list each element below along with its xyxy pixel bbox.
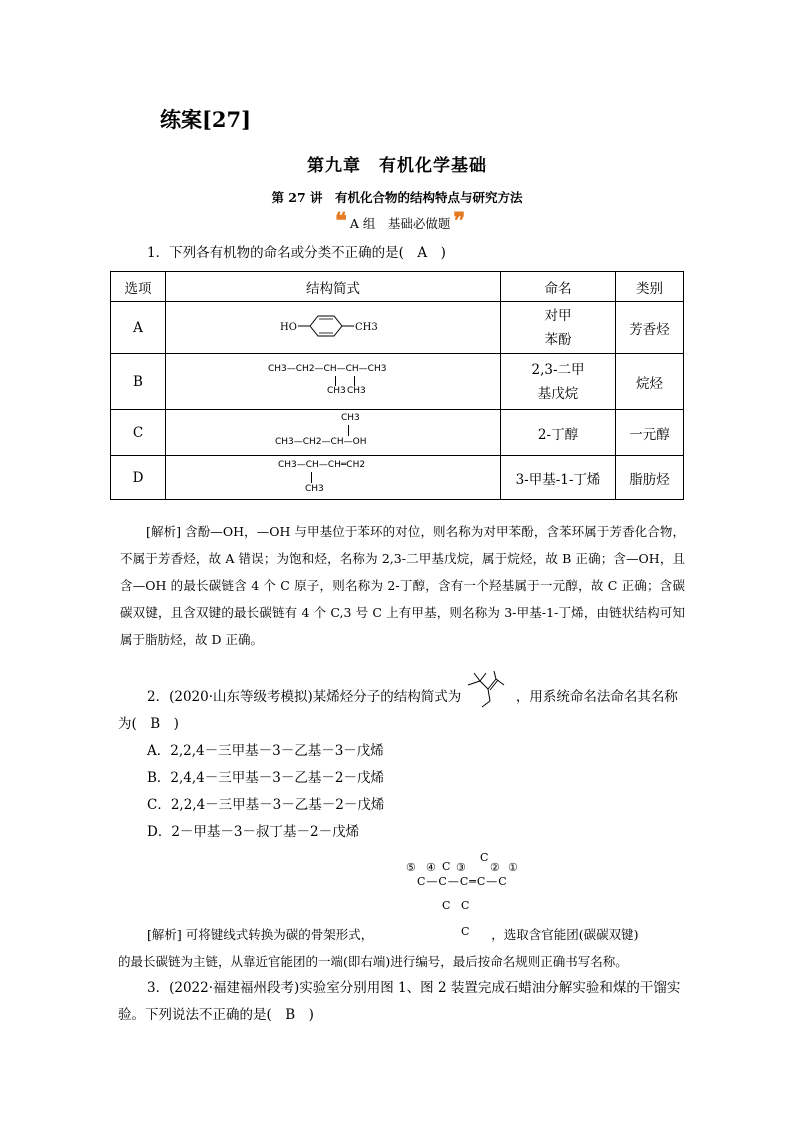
name-line: 对甲 bbox=[544, 307, 572, 324]
branch-carbon: C bbox=[442, 899, 451, 912]
ch3-label: CH3 bbox=[355, 321, 378, 333]
number-2: ② bbox=[490, 861, 500, 874]
ho-label: HO bbox=[280, 321, 297, 333]
name-line: 苯酚 bbox=[544, 331, 572, 348]
q2-stem-line2: 为( B ) bbox=[118, 716, 179, 732]
row-category: 烷烃 bbox=[616, 354, 684, 410]
main-chain: CH3—CH—CH═CH2 bbox=[278, 459, 366, 470]
branch-carbon: C bbox=[461, 899, 470, 912]
main-chain: CH3—CH2—CH—OH bbox=[275, 436, 367, 447]
group-label: A 组 基础必做题 bbox=[349, 216, 451, 231]
row-category: 一元醇 bbox=[616, 410, 684, 456]
header-name: 命名 bbox=[501, 272, 616, 302]
methyl-sub: CH3 bbox=[305, 483, 324, 494]
lecture-title: 第 27 讲 有机化合物的结构特点与研究方法 bbox=[271, 190, 523, 205]
practice-number: 练案[27] bbox=[160, 107, 252, 132]
q2-option-c: C．2,2,4－三甲基－3－乙基－2－戊烯 bbox=[147, 797, 385, 813]
dimethylpentane-structure bbox=[268, 362, 398, 402]
row-option: D bbox=[111, 456, 166, 500]
q2-analysis-line2: 的最长碳链为主链，从靠近官能团的一端(即右端)进行编号，最后按命名规则正确书写名称。 bbox=[118, 954, 628, 969]
butanol-structure bbox=[273, 413, 393, 453]
number-1: ① bbox=[508, 861, 518, 874]
number-5: ⑤ bbox=[406, 861, 416, 874]
table-header-row bbox=[111, 272, 684, 302]
main-chain: CH3—CH2—CH—CH—CH3 bbox=[268, 363, 387, 374]
q2-stem-line1 bbox=[147, 684, 678, 711]
row-option: B bbox=[111, 354, 166, 410]
table-row bbox=[111, 410, 684, 456]
row-name: 2-丁醇 bbox=[501, 410, 616, 456]
structure-b bbox=[166, 354, 501, 410]
analysis-text: ，选取含官能团(碳碳双键) bbox=[491, 927, 639, 942]
analysis-text: 含酚—OH，—OH 与甲基位于苯环的对位，则名称为对甲苯酚，含苯环属于芳香化合物，不属于芳香烃，故 A 错误；为饱和烃，名称为 2,3-二甲基戊烷，属于烷烃，故 B 正确；含—OH，且含—OH 的最长碳链含 4 个 C 原子，则名称为 2-丁醇，含有一个羟基属于一元醇，故 C 正确；含碳碳双键，且含双键的最长碳链有 4 个 C,3 号 C 上有甲基，则名称为 3-甲基-1-丁烯，由链状结构可知属于脂肪烃，故 D 正确。 bbox=[120, 524, 685, 647]
q2-option-d: D．2－甲基－3－叔丁基－2－戊烯 bbox=[147, 824, 360, 840]
q1-options-table bbox=[110, 271, 684, 500]
p-cresol-structure bbox=[278, 311, 388, 341]
branch-carbon: C bbox=[480, 851, 489, 864]
row-name bbox=[501, 354, 616, 410]
name-line: 基戊烷 bbox=[537, 385, 579, 402]
open-quote-icon: ❝ bbox=[335, 208, 347, 234]
main-chain: C—C—C═C—C bbox=[417, 875, 508, 888]
branch-carbon: C bbox=[461, 925, 470, 938]
q1-analysis bbox=[120, 518, 685, 653]
methyl-sub: CH3 bbox=[347, 385, 366, 396]
header-structure: 结构简式 bbox=[166, 272, 501, 302]
q2-option-a: A．2,2,4－三甲基－3－乙基－3－戊烯 bbox=[147, 743, 384, 759]
row-category: 脂肪烃 bbox=[616, 456, 684, 500]
analysis-tag: [解析] bbox=[147, 927, 182, 942]
row-name bbox=[501, 302, 616, 354]
header-option: 选项 bbox=[111, 272, 166, 302]
structure-d bbox=[166, 456, 501, 500]
close-quote-icon: ❞ bbox=[453, 208, 466, 234]
structure-c bbox=[166, 410, 501, 456]
methylbutene-structure bbox=[278, 458, 388, 498]
number-4: ④ bbox=[426, 861, 436, 874]
row-name: 3-甲基-1-丁烯 bbox=[501, 456, 616, 500]
table-row bbox=[111, 456, 684, 500]
analysis-tag: [解析] bbox=[146, 524, 182, 539]
branch-carbon: C bbox=[442, 860, 451, 873]
q2-analysis-line1 bbox=[147, 921, 687, 948]
q3-stem: 3．(2022·福建福州段考)实验室分别用图 1、图 2 装置完成石蜡油分解实验和煤的干馏实验。下列说法不正确的是( B ) bbox=[118, 980, 681, 1023]
table-row bbox=[111, 354, 684, 410]
row-category: 芳香烃 bbox=[616, 302, 684, 354]
q1-stem: 1．下列各有机物的命名或分类不正确的是( A ) bbox=[147, 245, 446, 261]
structure-a bbox=[166, 302, 501, 354]
row-option: C bbox=[111, 410, 166, 456]
analysis-text: 可将键线式转换为碳的骨架形式， bbox=[185, 927, 374, 942]
name-line: 2,3-二甲 bbox=[531, 361, 585, 378]
q2-stem-b: ，用系统命名法命名其名称 bbox=[515, 689, 678, 705]
methyl-sub: CH3 bbox=[327, 385, 346, 396]
table-row bbox=[111, 302, 684, 354]
q2-stem-a: 2．(2020·山东等级考模拟)某烯烃分子的结构简式为 bbox=[147, 689, 462, 705]
bond-line-structure bbox=[466, 671, 512, 711]
group-heading bbox=[335, 208, 466, 234]
row-option: A bbox=[111, 302, 166, 354]
header-category: 类别 bbox=[616, 272, 684, 302]
methyl-sub: CH3 bbox=[341, 412, 360, 423]
chapter-title: 第九章 有机化学基础 bbox=[307, 156, 487, 176]
q2-option-b: B．2,4,4－三甲基－3－乙基－2－戊烯 bbox=[147, 770, 384, 786]
number-3: ③ bbox=[456, 861, 466, 874]
